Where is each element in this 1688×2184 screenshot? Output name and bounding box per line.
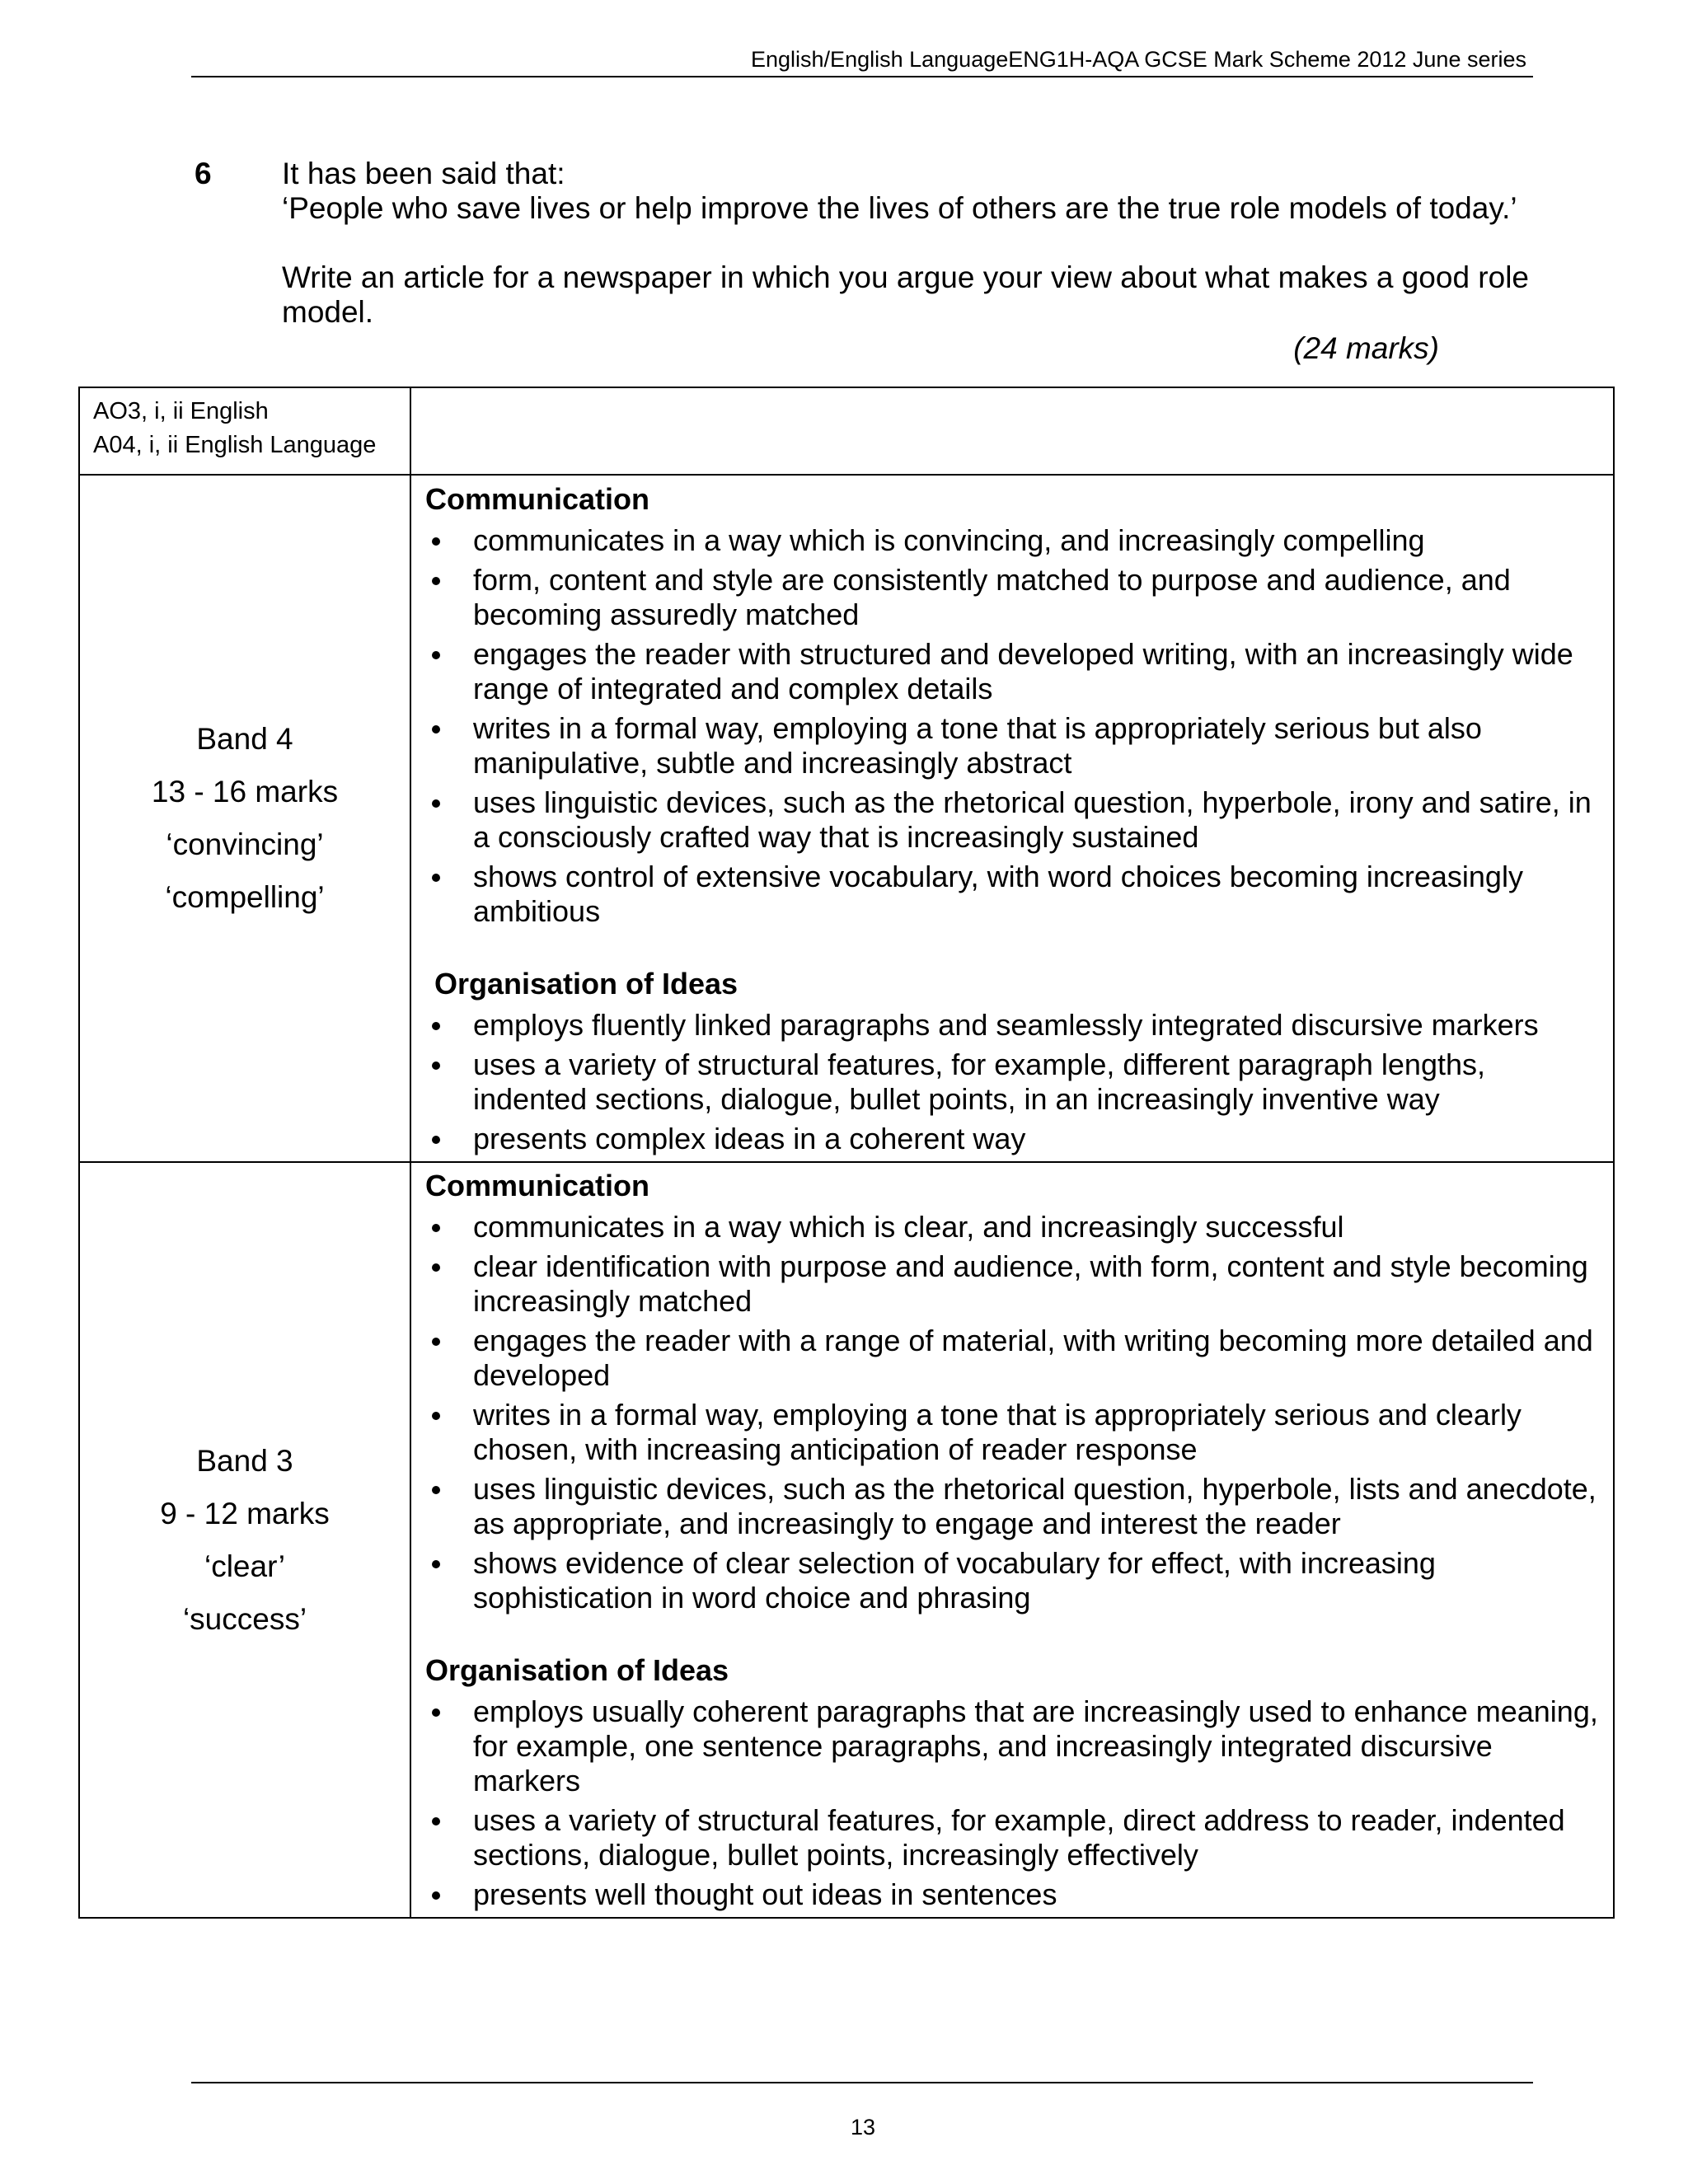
organisation-heading: Organisation of Ideas bbox=[425, 1653, 729, 1687]
criterion-item: engages the reader with structured and developed writing, with an increasingly wide range of integrated and complex details bbox=[425, 637, 1603, 706]
band-title: Band 3 bbox=[196, 1443, 293, 1478]
criterion-item: communicates in a way which is convincing, and increasingly compelling bbox=[425, 523, 1603, 558]
band-marks: 13 - 16 marks bbox=[151, 775, 339, 808]
assessment-objectives-row bbox=[79, 387, 1614, 475]
question-quote: ‘People who save lives or help improve the lives of others are the true role models of today.’ bbox=[282, 191, 1517, 225]
band-3-label-cell bbox=[79, 1162, 410, 1918]
organisation-criteria bbox=[425, 1008, 1603, 1156]
page-number: 13 bbox=[850, 2115, 876, 2139]
communication-criteria bbox=[425, 523, 1603, 929]
criterion-item: uses linguistic devices, such as the rhetorical question, hyperbole, irony and satire, in a consciously crafted way that is increasingly sustained bbox=[425, 785, 1603, 855]
band-keyword: ‘compelling’ bbox=[165, 880, 325, 914]
band-4-row bbox=[79, 475, 1614, 1162]
criterion-item: employs usually coherent paragraphs that are increasingly used to enhance meaning, for example, one sentence paragraphs, and increasingly integrated discursive markers bbox=[425, 1694, 1603, 1798]
assessment-objectives-cell bbox=[79, 387, 410, 475]
question-text bbox=[282, 157, 1568, 330]
band-keyword: ‘convincing’ bbox=[166, 827, 324, 861]
band-marks: 9 - 12 marks bbox=[160, 1496, 330, 1530]
criterion-item: shows control of extensive vocabulary, with word choices becoming increasingly ambitious bbox=[425, 860, 1603, 929]
communication-criteria bbox=[425, 1210, 1603, 1615]
organisation-heading: Organisation of Ideas bbox=[434, 967, 738, 1001]
criterion-item: presents complex ideas in a coherent way bbox=[425, 1122, 1603, 1156]
criterion-item: engages the reader with a range of material, with writing becoming more detailed and developed bbox=[425, 1324, 1603, 1393]
criterion-item: shows evidence of clear selection of vocabulary for effect, with increasing sophistication in word choice and phrasing bbox=[425, 1546, 1603, 1615]
communication-heading: Communication bbox=[425, 1169, 650, 1202]
criterion-item: employs fluently linked paragraphs and seamlessly integrated discursive markers bbox=[425, 1008, 1603, 1043]
band-4-criteria-cell bbox=[410, 475, 1614, 1162]
organisation-criteria bbox=[425, 1694, 1603, 1912]
criterion-item: communicates in a way which is clear, and increasingly successful bbox=[425, 1210, 1603, 1244]
band-keyword: ‘success’ bbox=[182, 1601, 307, 1636]
band-keyword: ‘clear’ bbox=[204, 1549, 285, 1583]
question-intro: It has been said that: bbox=[282, 157, 565, 190]
band-4-label-cell bbox=[79, 475, 410, 1162]
question-task: Write an article for a newspaper in which you argue your view about what makes a good role model. bbox=[282, 260, 1530, 329]
question-marks: (24 marks) bbox=[1293, 331, 1439, 365]
ao-english-language: A04, i, ii English Language bbox=[93, 432, 377, 458]
band-3-criteria-cell bbox=[410, 1162, 1614, 1918]
criterion-item: form, content and style are consistently matched to purpose and audience, and becoming assuredly matched bbox=[425, 563, 1603, 632]
criterion-item: uses linguistic devices, such as the rhetorical question, hyperbole, lists and anecdote, as appropriate, and increasingly to engage and interest the reader bbox=[425, 1472, 1603, 1541]
criterion-item: clear identification with purpose and audience, with form, content and style becoming increasingly matched bbox=[425, 1249, 1603, 1319]
mark-scheme-table bbox=[78, 387, 1615, 1919]
ao-english: AO3, i, ii English bbox=[93, 398, 269, 424]
communication-heading: Communication bbox=[425, 482, 650, 516]
band-title: Band 4 bbox=[196, 722, 293, 756]
criterion-item: presents well thought out ideas in sentences bbox=[425, 1877, 1603, 1912]
criterion-item: writes in a formal way, employing a tone that is appropriately serious but also manipulative, subtle and increasingly abstract bbox=[425, 711, 1603, 780]
criterion-item: uses a variety of structural features, for example, direct address to reader, indented sections, dialogue, bullet points, increasingly effectively bbox=[425, 1803, 1603, 1872]
footer-rule bbox=[191, 2082, 1533, 2083]
running-header: English/English LanguageENG1H-AQA GCSE Mark Scheme 2012 June series bbox=[751, 47, 1526, 72]
empty-header-cell bbox=[410, 387, 1614, 475]
question-number: 6 bbox=[195, 157, 212, 190]
criterion-item: uses a variety of structural features, for example, different paragraph lengths, indented sections, dialogue, bullet points, in an increasingly inventive way bbox=[425, 1047, 1603, 1117]
band-3-row bbox=[79, 1162, 1614, 1918]
header-rule bbox=[191, 76, 1533, 77]
criterion-item: writes in a formal way, employing a tone that is appropriately serious and clearly chosen, with increasing anticipation of reader response bbox=[425, 1398, 1603, 1467]
